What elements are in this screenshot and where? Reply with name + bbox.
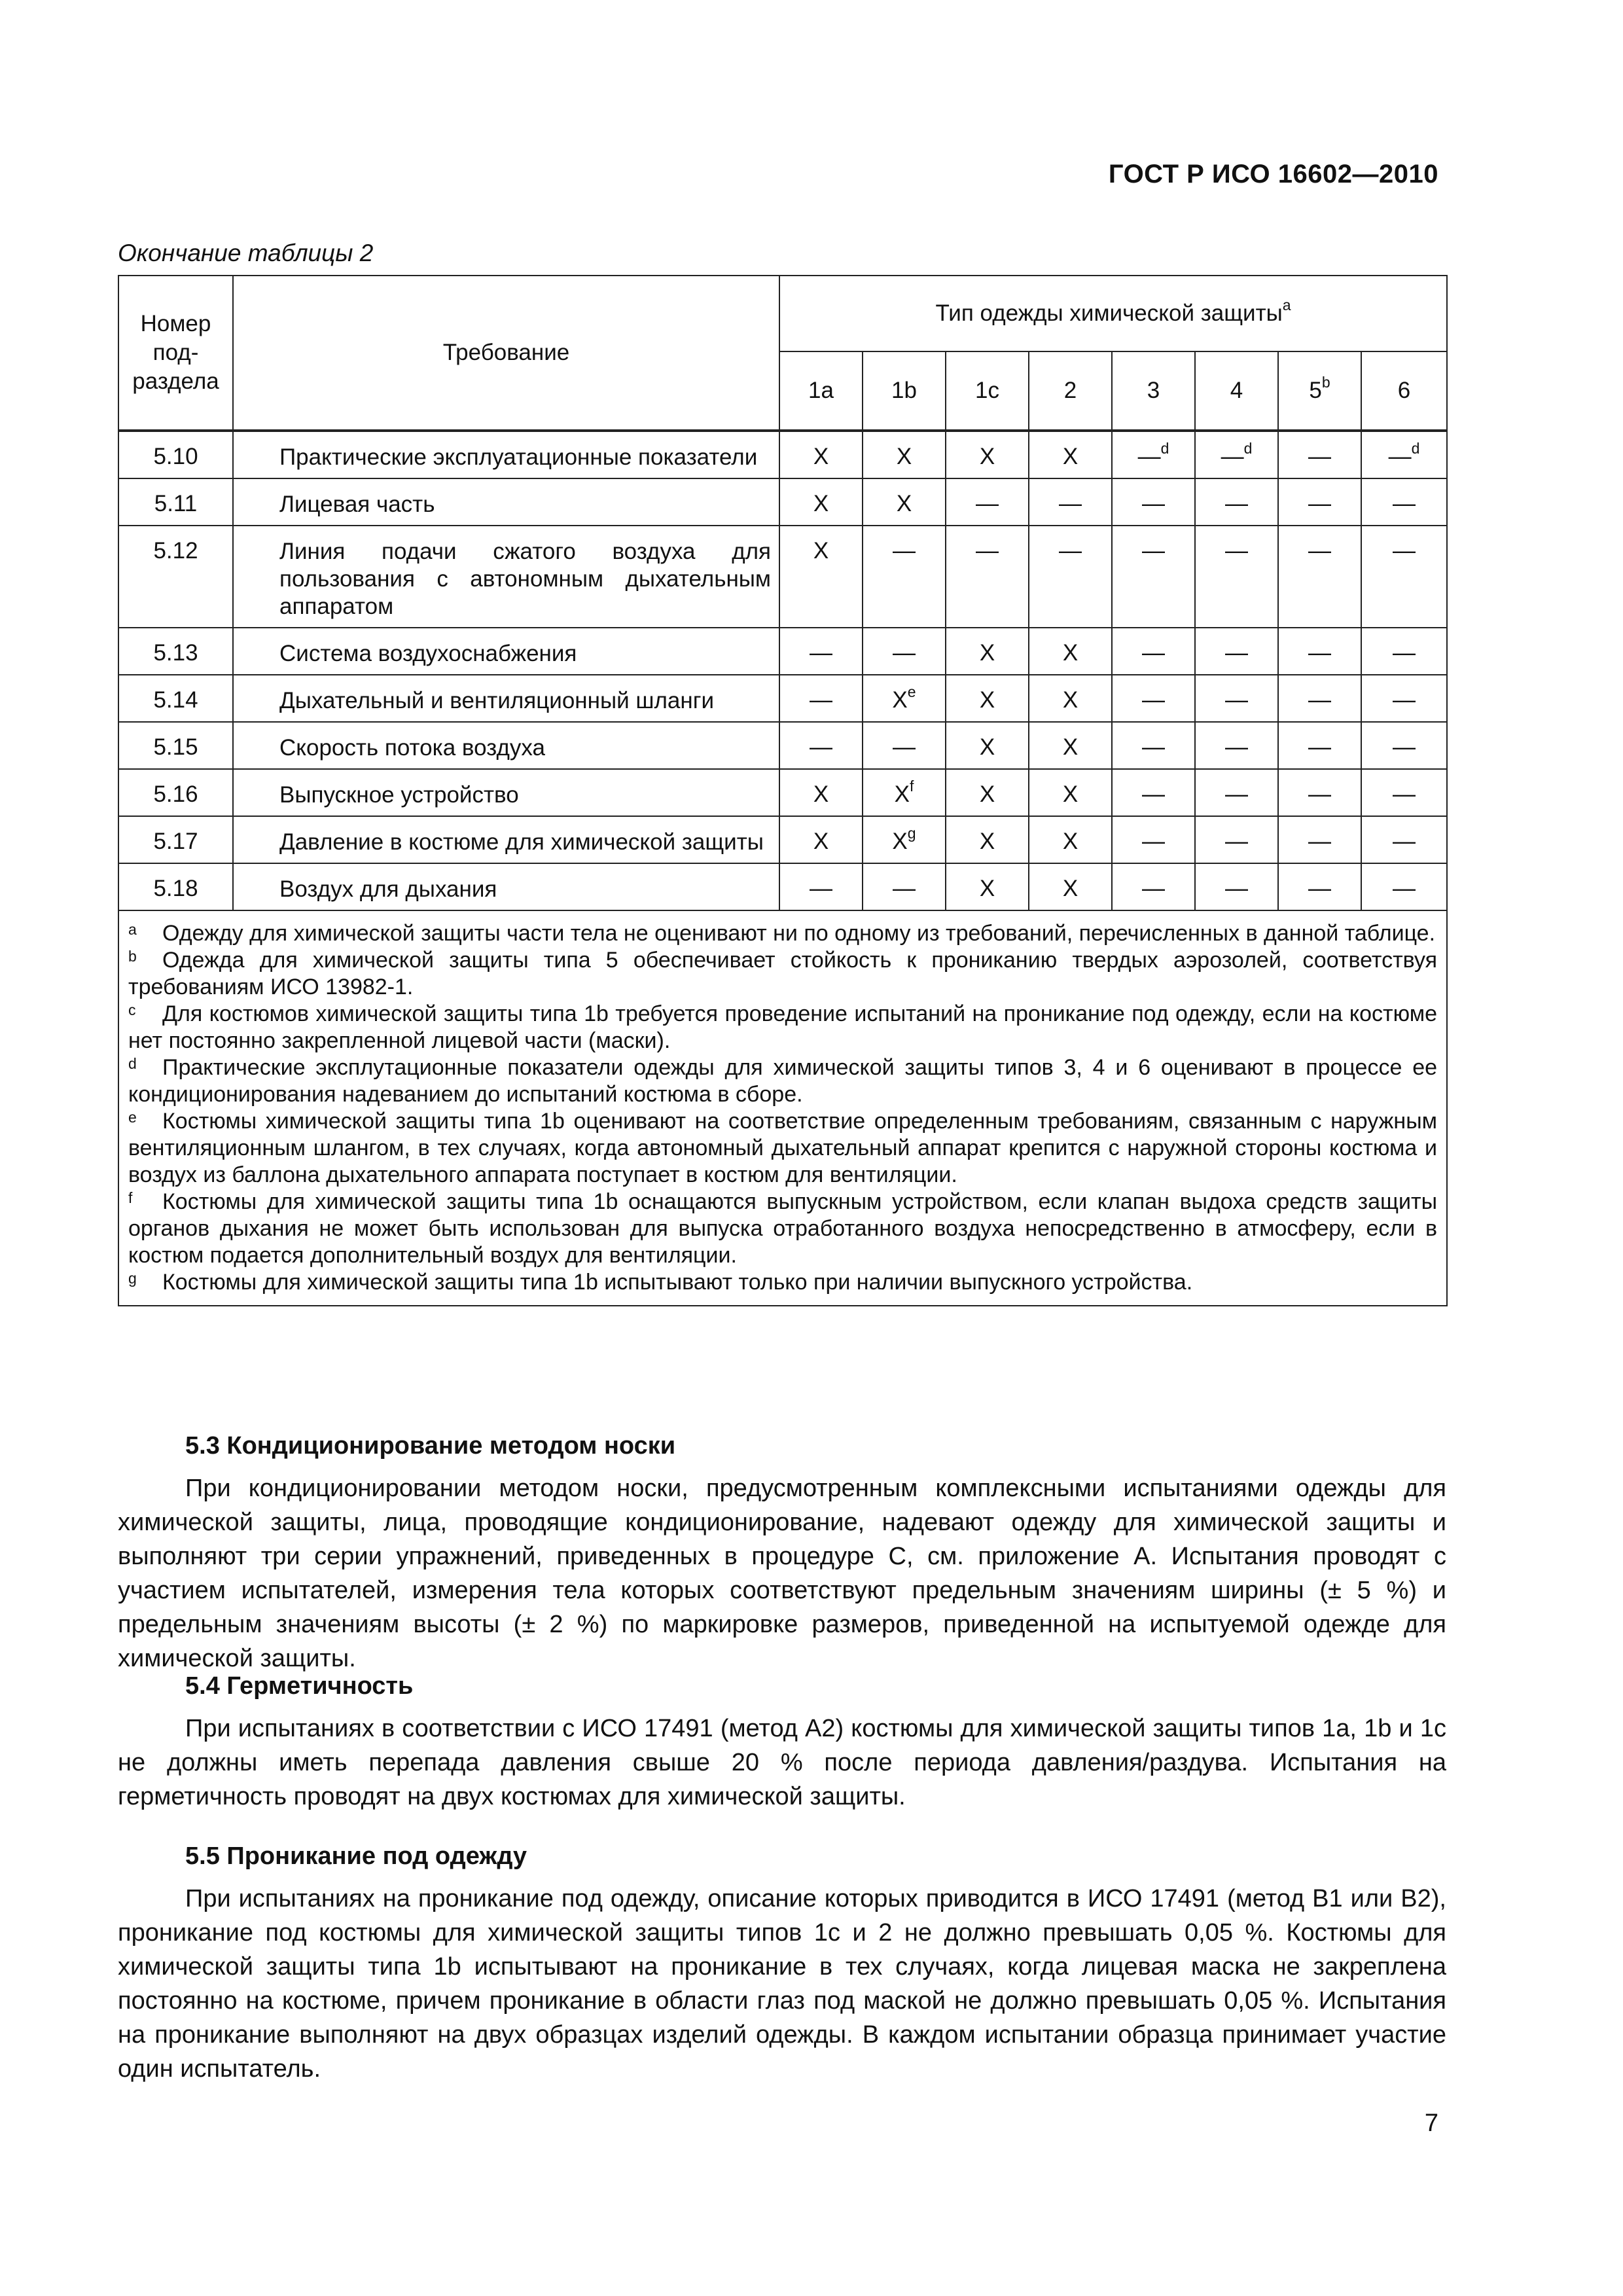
footnote-indent — [128, 1189, 162, 1215]
row-mark — [1195, 816, 1278, 863]
mark-value: X — [979, 876, 995, 901]
footnote-ref: d — [1411, 440, 1420, 457]
row-mark — [779, 863, 863, 910]
row-mark — [946, 628, 1029, 675]
footnote-text: Костюмы для химической защиты типа 1b испытывают только при наличии выпускного устройства. — [162, 1270, 1193, 1295]
row-mark — [1112, 526, 1195, 628]
section-body: При кондиционировании методом носки, предусмотренным комплексными испытаниями одежды для химической защиты, лица, проводящие кондиционирование, надевают одежду для химической защиты и выполняют три серии упражнений, приведенных в процедуре С, см. приложение А. Испытания проводят с участием испытателей, измерения тела которых соответствуют предельным значениям ширины (± 5 %) и предельным значениям высоты (± 2 %) по маркировке размеров, приведенной на испытуемой одежде для химической защиты. — [118, 1475, 1446, 1672]
mark-value: — — [1137, 444, 1161, 469]
header-type-5 — [1112, 351, 1195, 431]
footnote-ref: g — [907, 825, 916, 842]
footnote-indent — [128, 1054, 162, 1081]
row-number: 5.15 — [118, 722, 233, 769]
row-requirement: Скорость потока воздуха — [233, 722, 779, 769]
footnote — [128, 1189, 1437, 1269]
row-mark — [1029, 722, 1112, 769]
header-type-7 — [1278, 351, 1361, 431]
row-mark — [1361, 526, 1447, 628]
row-mark — [1361, 816, 1447, 863]
mark-value: — — [1308, 781, 1331, 807]
mark-value: X — [1062, 781, 1079, 807]
mark-value: — — [1221, 444, 1244, 469]
row-mark — [863, 431, 946, 478]
mark-value: — — [893, 538, 916, 564]
row-mark — [1278, 628, 1361, 675]
type-label: 2 — [1063, 378, 1077, 403]
row-mark — [1029, 628, 1112, 675]
mark-value: — — [1059, 538, 1082, 564]
row-mark — [1195, 431, 1278, 478]
type-label: 3 — [1147, 378, 1160, 403]
footnote-text: Для костюмов химической защиты типа 1b требуется проведение испытаний на проникание под одежду, если на костюме нет постоянно закрепленной лицевой части (маски). — [128, 1001, 1438, 1053]
mark-value: — — [1142, 781, 1165, 807]
row-mark — [1112, 769, 1195, 816]
row-mark — [863, 478, 946, 526]
row-mark — [779, 675, 863, 722]
mark-value: — — [1393, 687, 1416, 713]
row-number: 5.18 — [118, 863, 233, 910]
row-mark — [863, 863, 946, 910]
mark-value: — — [1142, 829, 1165, 854]
row-mark — [1112, 431, 1195, 478]
row-mark — [1029, 816, 1112, 863]
type-label: 1b — [891, 378, 917, 403]
mark-value: — — [1142, 538, 1165, 564]
mark-value: — — [1142, 640, 1165, 666]
row-mark — [946, 431, 1029, 478]
header-type-8 — [1361, 351, 1447, 431]
mark-value: — — [1225, 491, 1248, 516]
footnote-ref: e — [907, 683, 916, 700]
type-label: 4 — [1230, 378, 1243, 403]
row-mark — [1195, 478, 1278, 526]
footnote-mark: f — [128, 1189, 133, 1206]
mark-value: — — [1142, 687, 1165, 713]
header-requirement-label: Требование — [442, 340, 570, 365]
footnote-indent — [128, 920, 162, 947]
row-requirement: Дыхательный и вентиляционный шланги — [233, 675, 779, 722]
mark-value: — — [976, 538, 999, 564]
header-types — [779, 276, 1447, 351]
header-type-1 — [779, 351, 863, 431]
mark-value: — — [1393, 876, 1416, 901]
mark-value: X — [813, 444, 829, 469]
mark-value: X — [896, 491, 912, 516]
mark-value: X — [1062, 876, 1079, 901]
footnote-mark: c — [128, 1001, 136, 1018]
row-mark — [1112, 816, 1195, 863]
row-mark — [946, 478, 1029, 526]
row-mark — [946, 769, 1029, 816]
type-label: 1c — [975, 378, 999, 403]
mark-value: — — [1142, 734, 1165, 760]
row-mark — [863, 816, 946, 863]
section-heading: 5.5 Проникание под одежду — [185, 1842, 527, 1870]
row-number: 5.12 — [118, 526, 233, 628]
type-label: 5 — [1309, 378, 1322, 403]
mark-value: — — [1393, 734, 1416, 760]
mark-value: X — [813, 829, 829, 854]
row-mark — [1278, 431, 1361, 478]
row-mark — [779, 722, 863, 769]
footnote-mark: e — [128, 1109, 137, 1126]
row-mark — [946, 863, 1029, 910]
mark-value: X — [1062, 687, 1079, 713]
page-number: 7 — [1424, 2109, 1438, 2137]
table-body — [118, 431, 1447, 1306]
mark-value: X — [979, 781, 995, 807]
section-heading: 5.3 Кондиционирование методом носки — [185, 1432, 676, 1460]
header-types-label: Тип одежды химической защиты — [935, 300, 1283, 326]
mark-value: — — [1225, 538, 1248, 564]
row-mark — [946, 816, 1029, 863]
header-number — [118, 276, 233, 431]
mark-value: X — [979, 829, 995, 854]
row-mark — [863, 722, 946, 769]
mark-value: — — [1142, 491, 1165, 516]
footnote — [128, 947, 1437, 1001]
row-mark — [1278, 816, 1361, 863]
row-mark — [1112, 863, 1195, 910]
row-number: 5.14 — [118, 675, 233, 722]
footnote — [128, 1269, 1437, 1296]
footnote — [128, 1001, 1437, 1054]
mark-value: X — [896, 444, 912, 469]
mark-value: — — [1225, 781, 1248, 807]
footnote-indent — [128, 1269, 162, 1296]
mark-value: — — [1308, 687, 1331, 713]
footnote-mark: g — [128, 1270, 137, 1287]
row-mark — [1029, 478, 1112, 526]
section-body: При испытаниях в соответствии с ИСО 17491 (метод А2) костюмы для химической защиты типов 1a, 1b и 1c не должны иметь перепада давления свыше 20 % после периода давления/раздува. Испытания на герметичность проводят на двух костюмах для химической защиты. — [118, 1715, 1446, 1810]
row-number: 5.13 — [118, 628, 233, 675]
header-type-3 — [946, 351, 1029, 431]
row-mark — [1361, 431, 1447, 478]
section-heading: 5.4 Герметичность — [185, 1672, 414, 1700]
row-mark — [1278, 526, 1361, 628]
mark-value: — — [1225, 734, 1248, 760]
table-row — [118, 769, 1447, 816]
row-mark — [863, 628, 946, 675]
row-mark — [779, 526, 863, 628]
row-mark — [863, 526, 946, 628]
table-row — [118, 816, 1447, 863]
mark-value: X — [813, 781, 829, 807]
footnote — [128, 920, 1437, 947]
mark-value: — — [1059, 491, 1082, 516]
row-mark — [1112, 628, 1195, 675]
mark-value: — — [1225, 640, 1248, 666]
footnote-indent — [128, 947, 162, 974]
footnote-indent — [128, 1108, 162, 1135]
table-row — [118, 863, 1447, 910]
mark-value: X — [813, 538, 829, 564]
row-requirement: Линия подачи сжатого воздуха для пользования с автономным дыхательным аппаратом — [233, 526, 779, 628]
row-number: 5.10 — [118, 431, 233, 478]
mark-value: — — [810, 876, 832, 901]
row-mark — [946, 675, 1029, 722]
row-requirement: Выпускное устройство — [233, 769, 779, 816]
row-mark — [779, 478, 863, 526]
row-mark — [1278, 769, 1361, 816]
footnote-mark: b — [128, 948, 137, 965]
footnote-indent — [128, 1001, 162, 1028]
footnote-text: Практические эксплутационные показатели одежды для химической защиты типов 3, 4 и 6 оценивают в процессе ее кондиционирования надеванием до испытаний костюма в сборе. — [128, 1055, 1438, 1107]
row-mark — [1361, 478, 1447, 526]
mark-value: X — [979, 687, 995, 713]
mark-value: X — [892, 687, 908, 713]
row-mark — [1361, 863, 1447, 910]
row-mark — [1278, 722, 1361, 769]
requirements-table — [118, 275, 1448, 1306]
row-mark — [946, 526, 1029, 628]
mark-value: — — [1308, 876, 1331, 901]
header-requirement — [233, 276, 779, 431]
row-requirement: Давление в костюме для химической защиты — [233, 816, 779, 863]
row-number: 5.11 — [118, 478, 233, 526]
mark-value: — — [1308, 538, 1331, 564]
header-type-6 — [1195, 351, 1278, 431]
row-requirement: Воздух для дыхания — [233, 863, 779, 910]
table-row — [118, 431, 1447, 478]
footnote-mark: a — [128, 921, 137, 938]
mark-value: X — [894, 781, 910, 807]
row-mark — [1029, 526, 1112, 628]
mark-value: — — [1308, 640, 1331, 666]
mark-value: X — [813, 491, 829, 516]
mark-value: X — [1062, 444, 1079, 469]
mark-value: — — [1308, 491, 1331, 516]
mark-value: — — [810, 687, 832, 713]
mark-value: — — [1308, 829, 1331, 854]
row-mark — [1195, 526, 1278, 628]
row-mark — [1195, 769, 1278, 816]
type-label: 1a — [808, 378, 834, 403]
mark-value: X — [979, 734, 995, 760]
header-type-2 — [863, 351, 946, 431]
footnote-ref: a — [1282, 296, 1291, 314]
mark-value: — — [1393, 640, 1416, 666]
mark-value: — — [1393, 491, 1416, 516]
mark-value: X — [979, 444, 995, 469]
row-mark — [1361, 628, 1447, 675]
table-row — [118, 675, 1447, 722]
mark-value: X — [979, 640, 995, 666]
row-mark — [1278, 478, 1361, 526]
footnote-text: Одежду для химической защиты части тела не оценивают ни по одному из требований, перечисленных в данной таблице. — [162, 921, 1436, 946]
row-mark — [1029, 769, 1112, 816]
row-mark — [1112, 675, 1195, 722]
row-requirement: Лицевая часть — [233, 478, 779, 526]
row-mark — [1361, 675, 1447, 722]
header-type-4 — [1029, 351, 1112, 431]
type-label: 6 — [1397, 378, 1411, 403]
table-row — [118, 478, 1447, 526]
footnote-text: Одежда для химической защиты типа 5 обеспечивает стойкость к прониканию твердых аэрозолей, соответствуя требованиям ИСО 13982-1. — [128, 948, 1438, 999]
table-caption: Окончание таблицы 2 — [118, 240, 374, 266]
footnote — [128, 1054, 1437, 1108]
row-mark — [1195, 628, 1278, 675]
row-mark — [1195, 722, 1278, 769]
mark-value: — — [893, 876, 916, 901]
mark-value: — — [1225, 687, 1248, 713]
footnote-ref: f — [909, 778, 914, 795]
mark-value: — — [1393, 829, 1416, 854]
header-number-label: Номер под-раздела — [132, 311, 219, 394]
mark-value: — — [1225, 876, 1248, 901]
row-mark — [1278, 863, 1361, 910]
mark-value: X — [1062, 640, 1079, 666]
footnote-text: Костюмы для химической защиты типа 1b оснащаются выпускным устройством, если клапан выдоха средств защиты органов дыхания не может быть использован для выпуска отработанного воздуха непосредственно в атмосферу, если в костюм подается дополнительный воздух для вентиляции. — [128, 1189, 1438, 1268]
notes-row — [118, 910, 1447, 1306]
mark-value: — — [1393, 538, 1416, 564]
footnote-ref: b — [1321, 374, 1330, 391]
footnote-ref: d — [1160, 440, 1169, 457]
mark-value: X — [1062, 734, 1079, 760]
row-mark — [779, 431, 863, 478]
row-number: 5.17 — [118, 816, 233, 863]
document-code: ГОСТ Р ИСО 16602—2010 — [1108, 160, 1438, 188]
row-mark — [1278, 675, 1361, 722]
row-mark — [1029, 675, 1112, 722]
mark-value: — — [1388, 444, 1412, 469]
mark-value: — — [810, 640, 832, 666]
row-mark — [1029, 431, 1112, 478]
row-mark — [1361, 769, 1447, 816]
row-mark — [1029, 863, 1112, 910]
footnote-ref: d — [1243, 440, 1253, 457]
mark-value: X — [1062, 829, 1079, 854]
row-mark — [863, 769, 946, 816]
mark-value: X — [892, 829, 908, 854]
row-mark — [946, 722, 1029, 769]
row-mark — [1195, 863, 1278, 910]
row-requirement: Система воздухоснабжения — [233, 628, 779, 675]
table-row — [118, 526, 1447, 628]
section-body: При испытаниях на проникание под одежду, описание которых приводится в ИСО 17491 (метод В1 или В2), проникание под костюмы для химической защиты типов 1c и 2 не должно превышать 0,05 %. Костюмы для химической защиты типа 1b испытывают на проникание в тех случаях, когда лицевая маска не закреплена постоянно на костюме, причем проникание в области глаз под маской не должно превышать 0,05 %. Испытания на проникание выполняют на двух образцах изделий одежды. В каждом испытании образца принимает участие один испытатель. — [118, 1885, 1446, 2083]
mark-value: — — [1225, 829, 1248, 854]
mark-value: — — [1393, 781, 1416, 807]
row-number: 5.16 — [118, 769, 233, 816]
mark-value: — — [1308, 444, 1331, 469]
row-mark — [1195, 675, 1278, 722]
footnote-mark: d — [128, 1055, 137, 1072]
row-mark — [1112, 722, 1195, 769]
row-mark — [779, 769, 863, 816]
mark-value: — — [893, 640, 916, 666]
footnote-text: Костюмы химической защиты типа 1b оценивают на соответствие определенным требованиям, связанным с наружным вентиляционным шлангом, в тех случаях, когда автономный дыхательный аппарат крепится с наружной стороны костюма и воздух из баллона дыхательного аппарата поступает в костюм для вентиляции. — [128, 1109, 1438, 1187]
row-mark — [863, 675, 946, 722]
table-row — [118, 722, 1447, 769]
table-notes — [118, 910, 1447, 1306]
row-mark — [779, 816, 863, 863]
mark-value: — — [893, 734, 916, 760]
row-requirement: Практические эксплуатационные показатели — [233, 431, 779, 478]
mark-value: — — [976, 491, 999, 516]
mark-value: — — [810, 734, 832, 760]
row-mark — [779, 628, 863, 675]
row-mark — [1361, 722, 1447, 769]
table-row — [118, 628, 1447, 675]
footnote — [128, 1108, 1437, 1189]
mark-value: — — [1308, 734, 1331, 760]
mark-value: — — [1142, 876, 1165, 901]
row-mark — [1112, 478, 1195, 526]
